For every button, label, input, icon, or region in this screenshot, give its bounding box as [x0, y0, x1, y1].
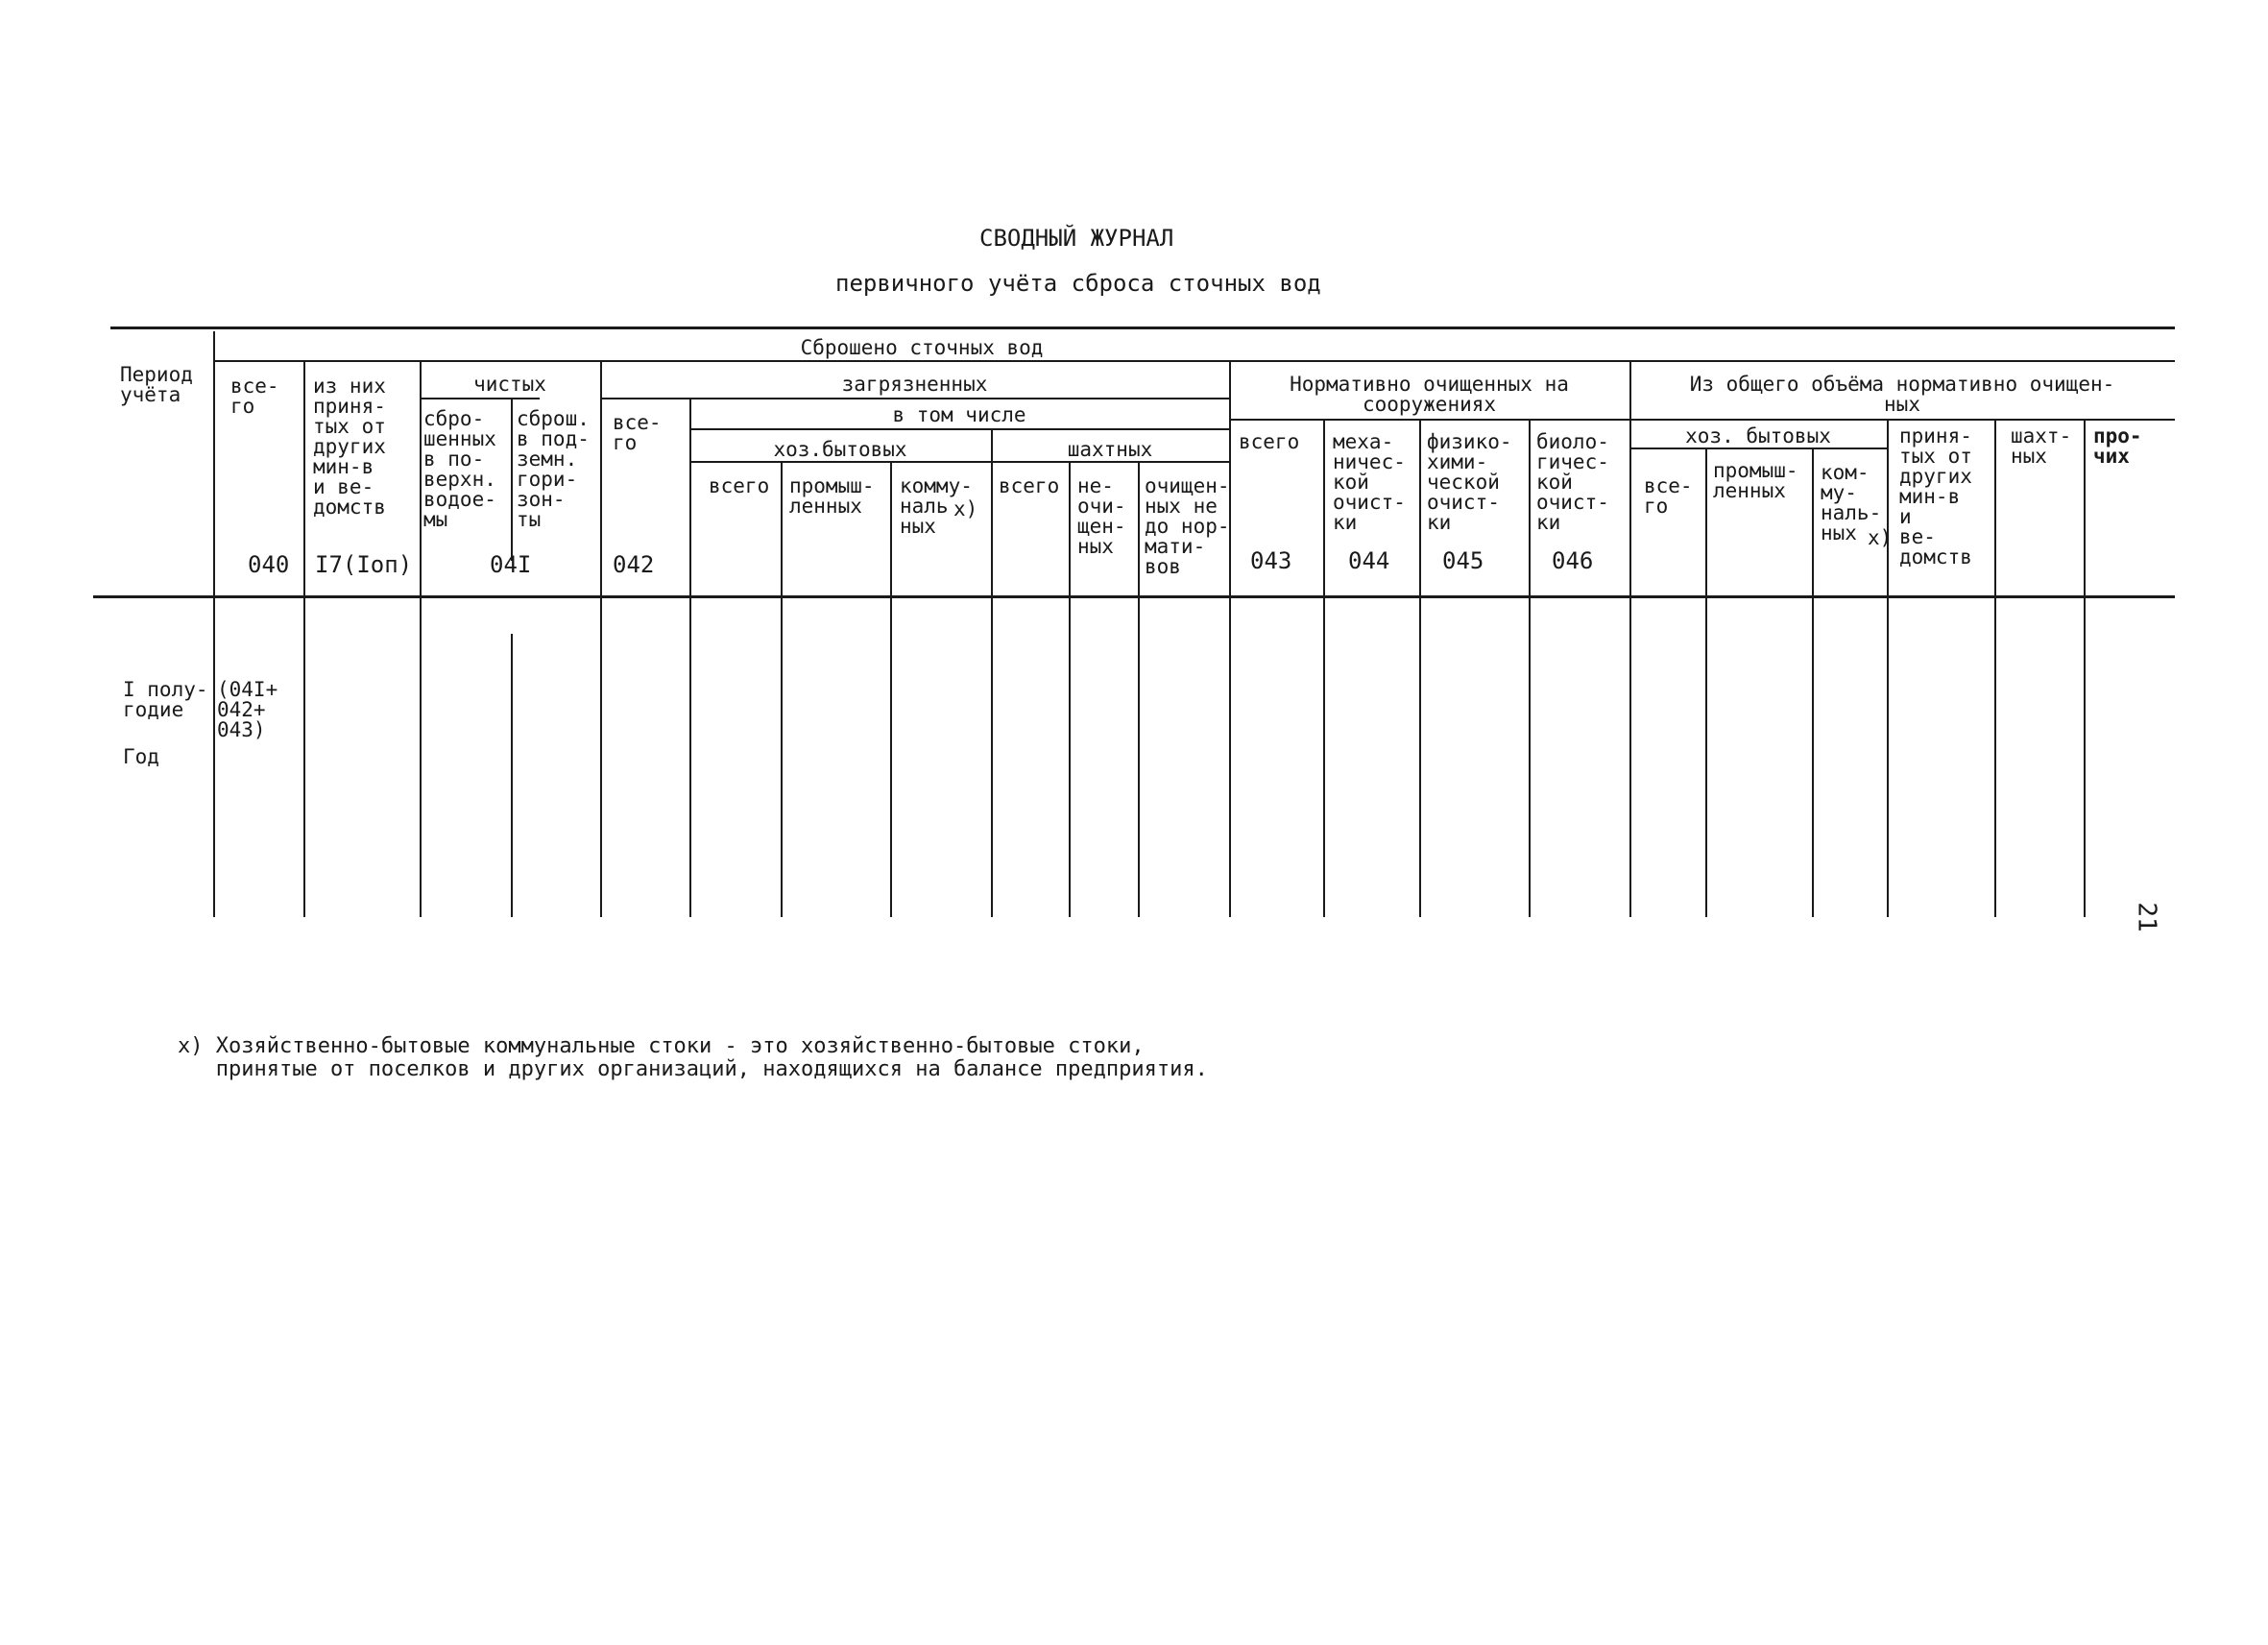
header-chistyh: чистых	[473, 373, 546, 396]
col-line	[1229, 360, 1231, 917]
col-line	[303, 360, 305, 917]
header-v-tom-chisle: в том числе	[892, 403, 1026, 426]
header-kommunalnyh: комму- наль ных	[900, 474, 973, 538]
header-kommunalnyh-2: ком- му- наль- ных	[1821, 461, 1882, 544]
table-line	[213, 360, 2175, 362]
code-043: 043	[1250, 547, 1292, 574]
col-line	[1812, 448, 1814, 917]
table-line	[1229, 419, 2175, 421]
document-subtitle: первичного учёта сброса сточных вод	[835, 270, 1321, 297]
header-ochishchennyh-ne: очищен- ных не до нор- мати- вов	[1145, 474, 1230, 578]
code-044: 044	[1348, 547, 1390, 574]
header-vsego-040: все- го	[230, 375, 279, 418]
header-normativno: Нормативно очищенных на сооружениях	[1290, 373, 1569, 416]
header-hoz-bytovyh: хоз.бытовых	[773, 438, 907, 461]
col-line	[1529, 419, 1531, 917]
col-line	[1138, 461, 1140, 917]
col-line	[511, 398, 513, 561]
header-vsego-hb: всего	[709, 474, 770, 497]
col-line	[781, 461, 783, 917]
col-line	[213, 331, 215, 917]
header-iz-obshchego: Из общего объёма нормативно очищен- ных	[1689, 373, 2115, 416]
header-neochishchennyh: не- очи- щен- ных	[1077, 474, 1126, 558]
header-shahtnyh: шахтных	[1067, 438, 1153, 461]
header-vsego-2: все- го	[1644, 474, 1693, 518]
header-kommunalnyh-2-mark: х)	[1868, 526, 1893, 549]
table-line	[689, 461, 1229, 463]
page-number: 21	[2132, 902, 2161, 932]
code-045: 045	[1442, 547, 1484, 574]
table-header-bottom	[93, 595, 2175, 598]
header-promyshlennyh-2: промыш- ленных	[1713, 459, 1798, 502]
header-vsego-042: все- го	[613, 411, 662, 454]
header-promyshlennyh: промыш- ленных	[789, 474, 875, 518]
header-hoz-bytovyh-2: хоз. бытовых	[1685, 424, 1831, 448]
table-top-border	[110, 327, 2175, 329]
header-kommunalnyh-mark: х)	[953, 497, 978, 520]
header-prochih: про- чих	[2093, 424, 2142, 468]
header-shahtnyh-2: шахт- ных	[2011, 424, 2072, 468]
header-fiziko: физико- хими- ческой очист- ки	[1427, 430, 1512, 534]
header-prinyatyh: приня- тых от других мин-в и ве- домств	[1899, 424, 1972, 568]
document-title: СВОДНЫЙ ЖУРНАЛ	[979, 225, 1174, 252]
header-period: Период учёта	[120, 363, 193, 406]
code-040: 040	[248, 551, 290, 578]
col-line	[2084, 419, 2086, 917]
col-line	[420, 360, 422, 917]
footnote: х) Хозяйственно-бытовые коммунальные стоки - это хозяйственно-бытовые стоки, принятые от поселков и других организаций, находящихся на балансе предприятия.	[178, 1034, 1208, 1081]
header-zagryaznennyh: загрязненных	[841, 373, 988, 396]
table-line	[600, 398, 1229, 399]
col-line	[600, 360, 602, 917]
header-biologicheskoy: биоло- гичес- кой очист- ки	[1536, 430, 1609, 534]
table-line	[1629, 448, 1887, 449]
header-vsego-sh: всего	[999, 474, 1060, 497]
code-046: 046	[1552, 547, 1594, 574]
col-line	[991, 428, 993, 917]
col-line	[1419, 419, 1421, 917]
col-line	[511, 634, 513, 917]
col-line	[1705, 448, 1707, 917]
code-17: I7(Iоп)	[315, 551, 413, 578]
code-042: 042	[613, 551, 655, 578]
col-line	[689, 398, 691, 917]
header-sbroshennyh: сбро- шенных в по- верхн. водое- мы	[423, 407, 496, 531]
table-line	[420, 398, 540, 399]
header-vsego-043: всего	[1239, 430, 1300, 453]
header-iz-nih: из них приня- тых от других мин-в и ве- домств	[313, 375, 386, 519]
header-discharged: Сброшено сточных вод	[800, 336, 1044, 359]
row-year: Год	[123, 745, 159, 768]
col-line	[890, 461, 892, 917]
col-line	[1323, 419, 1325, 917]
header-sbrosh-podzem: сброш. в под- земн. гори- зон- ты	[517, 407, 590, 531]
row-formula: (04I+ 042+ 043)	[217, 678, 278, 741]
col-line	[1994, 419, 1996, 917]
col-line	[1887, 419, 1889, 917]
row-half-year: I полу- годие	[123, 678, 208, 721]
col-line	[1069, 461, 1071, 917]
code-041: 04I	[490, 551, 532, 578]
header-mehanicheskoy: меха- ничес- кой очист- ки	[1333, 430, 1406, 534]
table-line	[689, 428, 1229, 430]
